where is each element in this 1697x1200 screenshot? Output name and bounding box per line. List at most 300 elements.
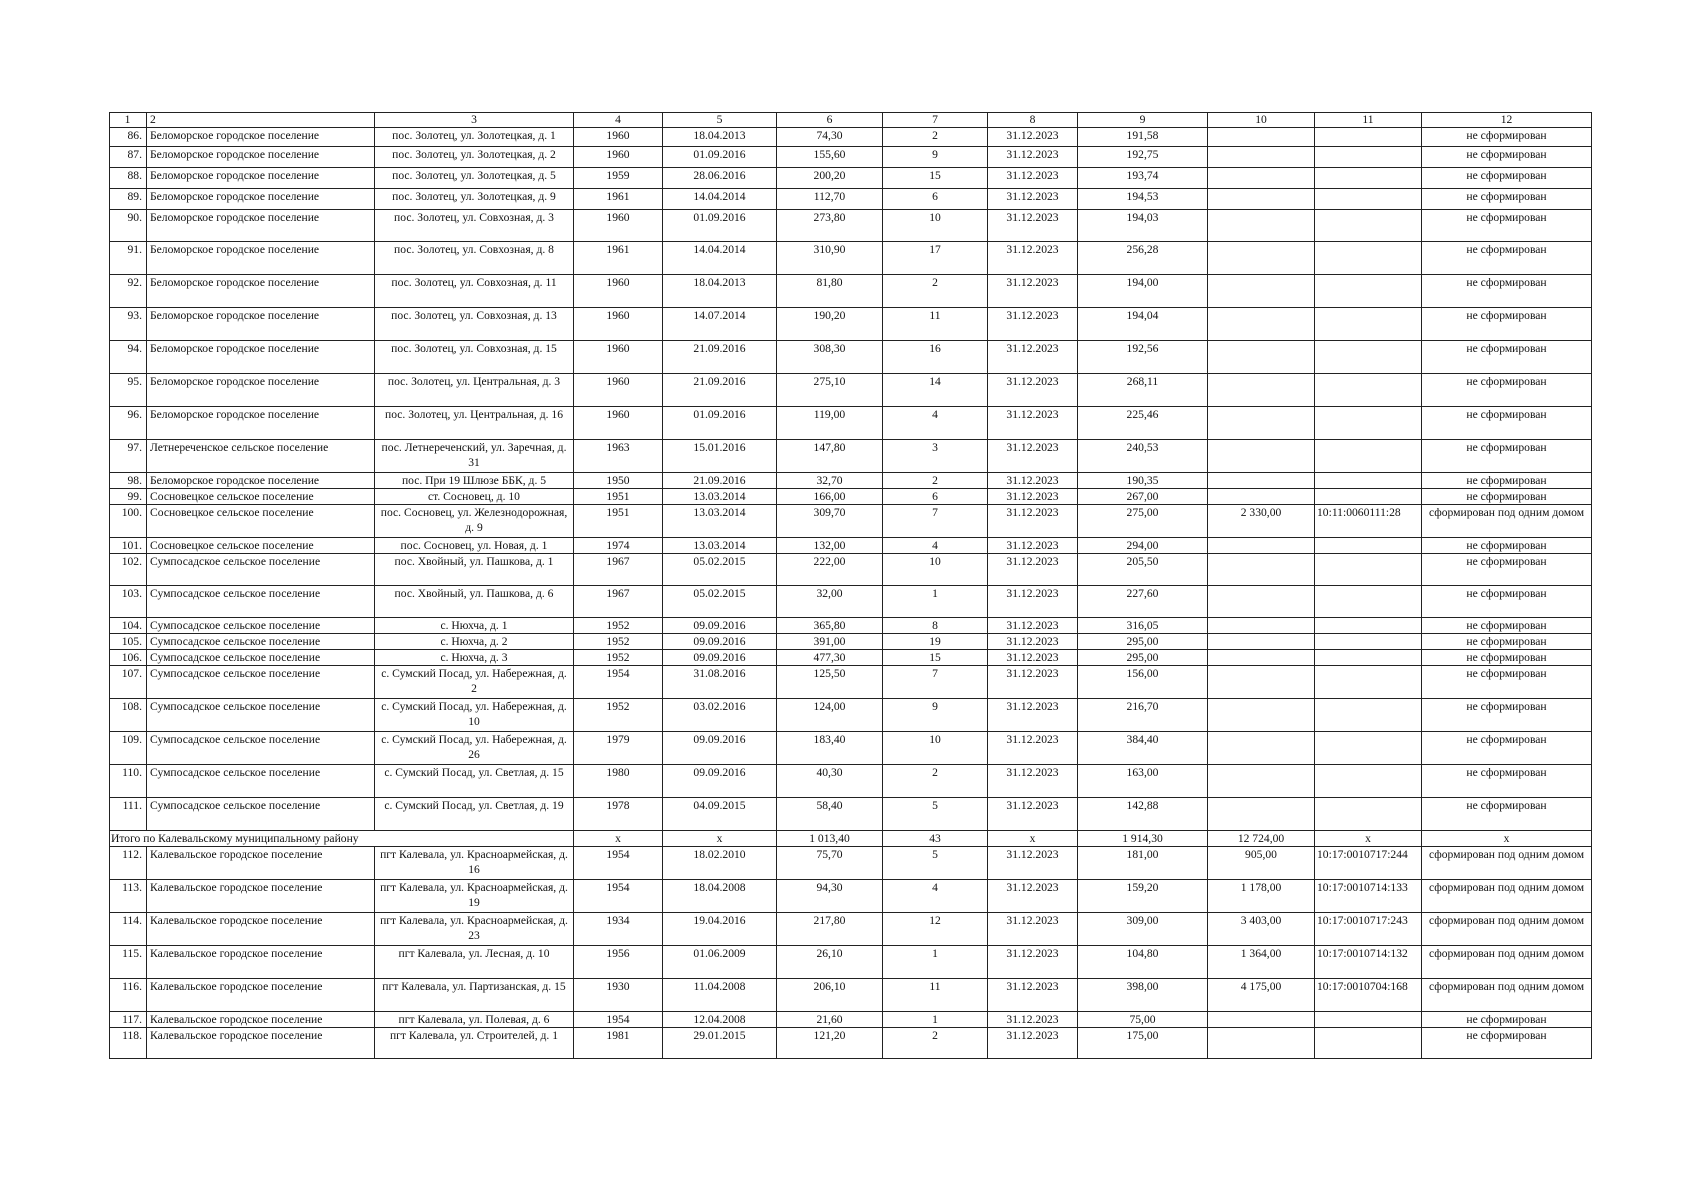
district-total-c9: 1 914,30 bbox=[1078, 831, 1208, 847]
row-number: 106. bbox=[110, 650, 147, 666]
relocation-deadline: 31.12.2023 bbox=[988, 275, 1078, 308]
land-area bbox=[1208, 765, 1315, 798]
settlement-name: Беломорское городское поселение bbox=[147, 308, 375, 341]
col-9-value: 398,00 bbox=[1078, 979, 1208, 1012]
address: пгт Калевала, ул. Красноармейская, д. 23 bbox=[375, 913, 574, 946]
relocation-deadline: 31.12.2023 bbox=[988, 880, 1078, 913]
construction-year: 1954 bbox=[574, 847, 663, 880]
residents-count: 10 bbox=[883, 554, 988, 586]
address: пос. Золотец, ул. Золотецкая, д. 5 bbox=[375, 168, 574, 189]
relocation-deadline: 31.12.2023 bbox=[988, 308, 1078, 341]
total-area: 119,00 bbox=[777, 407, 883, 440]
land-area bbox=[1208, 618, 1315, 634]
cadastral-number bbox=[1315, 407, 1422, 440]
col-9-value: 309,00 bbox=[1078, 913, 1208, 946]
cadastral-number bbox=[1315, 634, 1422, 650]
cadastral-number bbox=[1315, 1012, 1422, 1028]
row-number: 115. bbox=[110, 946, 147, 979]
land-status: не сформирован bbox=[1422, 242, 1592, 275]
cadastral-number bbox=[1315, 128, 1422, 147]
col-9-value: 205,50 bbox=[1078, 554, 1208, 586]
residents-count: 17 bbox=[883, 242, 988, 275]
settlement-name: Беломорское городское поселение bbox=[147, 242, 375, 275]
cadastral-number bbox=[1315, 275, 1422, 308]
address: пгт Калевала, ул. Партизанская, д. 15 bbox=[375, 979, 574, 1012]
table-row bbox=[110, 666, 1592, 699]
settlement-name: Беломорское городское поселение bbox=[147, 275, 375, 308]
total-area: 155,60 bbox=[777, 147, 883, 168]
land-status: не сформирован bbox=[1422, 308, 1592, 341]
construction-year: 1956 bbox=[574, 946, 663, 979]
construction-year: 1960 bbox=[574, 308, 663, 341]
col-9-value: 194,53 bbox=[1078, 189, 1208, 210]
land-status: не сформирован bbox=[1422, 1012, 1592, 1028]
construction-year: 1952 bbox=[574, 650, 663, 666]
inspection-date: 21.09.2016 bbox=[663, 473, 777, 489]
district-total-c11: x bbox=[1315, 831, 1422, 847]
col-9-value: 104,80 bbox=[1078, 946, 1208, 979]
cadastral-number: 10:11:0060111:28 bbox=[1315, 505, 1422, 538]
settlement-name: Сосновецкое сельское поселение bbox=[147, 489, 375, 505]
cadastral-number bbox=[1315, 374, 1422, 407]
inspection-date: 13.03.2014 bbox=[663, 505, 777, 538]
address: пос. Золотец, ул. Совхозная, д. 3 bbox=[375, 210, 574, 242]
construction-year: 1960 bbox=[574, 341, 663, 374]
settlement-name: Сумпосадское сельское поселение bbox=[147, 554, 375, 586]
total-area: 94,30 bbox=[777, 880, 883, 913]
total-area: 125,50 bbox=[777, 666, 883, 699]
row-number: 105. bbox=[110, 634, 147, 650]
col-9-value: 142,88 bbox=[1078, 798, 1208, 831]
relocation-deadline: 31.12.2023 bbox=[988, 798, 1078, 831]
relocation-deadline: 31.12.2023 bbox=[988, 732, 1078, 765]
construction-year: 1974 bbox=[574, 538, 663, 554]
col-header-5: 5 bbox=[663, 113, 777, 128]
table-row bbox=[110, 634, 1592, 650]
inspection-date: 01.09.2016 bbox=[663, 147, 777, 168]
land-area bbox=[1208, 308, 1315, 341]
row-number: 107. bbox=[110, 666, 147, 699]
district-total-c7: 43 bbox=[883, 831, 988, 847]
cadastral-number bbox=[1315, 699, 1422, 732]
col-9-value: 216,70 bbox=[1078, 699, 1208, 732]
relocation-deadline: 31.12.2023 bbox=[988, 168, 1078, 189]
address: пос. При 19 Шлюзе ББК, д. 5 bbox=[375, 473, 574, 489]
relocation-deadline: 31.12.2023 bbox=[988, 1028, 1078, 1059]
relocation-deadline: 31.12.2023 bbox=[988, 489, 1078, 505]
col-9-value: 275,00 bbox=[1078, 505, 1208, 538]
construction-year: 1967 bbox=[574, 554, 663, 586]
residents-count: 8 bbox=[883, 618, 988, 634]
table-row bbox=[110, 946, 1592, 979]
table-row bbox=[110, 979, 1592, 1012]
land-status: не сформирован bbox=[1422, 798, 1592, 831]
inspection-date: 21.09.2016 bbox=[663, 374, 777, 407]
col-9-value: 75,00 bbox=[1078, 1012, 1208, 1028]
settlement-name: Беломорское городское поселение bbox=[147, 374, 375, 407]
construction-year: 1954 bbox=[574, 666, 663, 699]
total-area: 308,30 bbox=[777, 341, 883, 374]
cadastral-number bbox=[1315, 308, 1422, 341]
col-9-value: 316,05 bbox=[1078, 618, 1208, 634]
settlement-name: Беломорское городское поселение bbox=[147, 407, 375, 440]
relocation-deadline: 31.12.2023 bbox=[988, 242, 1078, 275]
col-header-11: 11 bbox=[1315, 113, 1422, 128]
table-row bbox=[110, 374, 1592, 407]
table-row bbox=[110, 847, 1592, 880]
total-area: 275,10 bbox=[777, 374, 883, 407]
address: с. Нюхча, д. 1 bbox=[375, 618, 574, 634]
table-row bbox=[110, 341, 1592, 374]
land-area bbox=[1208, 650, 1315, 666]
cadastral-number: 10:17:0010704:168 bbox=[1315, 979, 1422, 1012]
land-status: не сформирован bbox=[1422, 374, 1592, 407]
land-status: не сформирован bbox=[1422, 168, 1592, 189]
col-9-value: 268,11 bbox=[1078, 374, 1208, 407]
land-area bbox=[1208, 634, 1315, 650]
land-status: не сформирован bbox=[1422, 407, 1592, 440]
col-9-value: 175,00 bbox=[1078, 1028, 1208, 1059]
settlement-name: Сосновецкое сельское поселение bbox=[147, 505, 375, 538]
col-9-value: 159,20 bbox=[1078, 880, 1208, 913]
total-area: 206,10 bbox=[777, 979, 883, 1012]
col-9-value: 225,46 bbox=[1078, 407, 1208, 440]
address: пос. Золотец, ул. Золотецкая, д. 2 bbox=[375, 147, 574, 168]
address: пос. Золотец, ул. Золотецкая, д. 9 bbox=[375, 189, 574, 210]
row-number: 113. bbox=[110, 880, 147, 913]
cadastral-number bbox=[1315, 210, 1422, 242]
total-area: 273,80 bbox=[777, 210, 883, 242]
total-area: 200,20 bbox=[777, 168, 883, 189]
land-status: не сформирован bbox=[1422, 341, 1592, 374]
land-area bbox=[1208, 275, 1315, 308]
residents-count: 1 bbox=[883, 586, 988, 618]
address: с. Сумский Посад, ул. Светлая, д. 15 bbox=[375, 765, 574, 798]
cadastral-number: 10:17:0010714:133 bbox=[1315, 880, 1422, 913]
residents-count: 1 bbox=[883, 1012, 988, 1028]
relocation-deadline: 31.12.2023 bbox=[988, 765, 1078, 798]
relocation-deadline: 31.12.2023 bbox=[988, 1012, 1078, 1028]
inspection-date: 18.02.2010 bbox=[663, 847, 777, 880]
settlement-name: Беломорское городское поселение bbox=[147, 128, 375, 147]
row-number: 117. bbox=[110, 1012, 147, 1028]
residents-count: 11 bbox=[883, 979, 988, 1012]
total-area: 58,40 bbox=[777, 798, 883, 831]
construction-year: 1952 bbox=[574, 699, 663, 732]
address: с. Нюхча, д. 2 bbox=[375, 634, 574, 650]
land-status: не сформирован bbox=[1422, 210, 1592, 242]
col-9-value: 194,04 bbox=[1078, 308, 1208, 341]
inspection-date: 15.01.2016 bbox=[663, 440, 777, 473]
row-number: 96. bbox=[110, 407, 147, 440]
construction-year: 1954 bbox=[574, 1012, 663, 1028]
cadastral-number bbox=[1315, 538, 1422, 554]
settlement-name: Калевальское городское поселение bbox=[147, 880, 375, 913]
residents-count: 9 bbox=[883, 699, 988, 732]
land-status: не сформирован bbox=[1422, 440, 1592, 473]
total-area: 40,30 bbox=[777, 765, 883, 798]
district-total-empty-cell bbox=[375, 831, 574, 847]
cadastral-number bbox=[1315, 341, 1422, 374]
relocation-deadline: 31.12.2023 bbox=[988, 847, 1078, 880]
cadastral-number: 10:17:0010717:243 bbox=[1315, 913, 1422, 946]
residents-count: 10 bbox=[883, 732, 988, 765]
cadastral-number bbox=[1315, 489, 1422, 505]
inspection-date: 19.04.2016 bbox=[663, 913, 777, 946]
total-area: 147,80 bbox=[777, 440, 883, 473]
settlement-name: Калевальское городское поселение bbox=[147, 1028, 375, 1059]
col-header-4: 4 bbox=[574, 113, 663, 128]
table-row bbox=[110, 586, 1592, 618]
table-row bbox=[110, 473, 1592, 489]
col-9-value: 256,28 bbox=[1078, 242, 1208, 275]
total-area: 183,40 bbox=[777, 732, 883, 765]
inspection-date: 18.04.2013 bbox=[663, 128, 777, 147]
residents-count: 7 bbox=[883, 666, 988, 699]
total-area: 217,80 bbox=[777, 913, 883, 946]
address: с. Сумский Посад, ул. Набережная, д. 26 bbox=[375, 732, 574, 765]
land-area bbox=[1208, 554, 1315, 586]
residents-count: 19 bbox=[883, 634, 988, 650]
total-area: 81,80 bbox=[777, 275, 883, 308]
row-number: 100. bbox=[110, 505, 147, 538]
land-area bbox=[1208, 189, 1315, 210]
row-number: 89. bbox=[110, 189, 147, 210]
land-status: не сформирован bbox=[1422, 666, 1592, 699]
inspection-date: 29.01.2015 bbox=[663, 1028, 777, 1059]
row-number: 98. bbox=[110, 473, 147, 489]
relocation-deadline: 31.12.2023 bbox=[988, 666, 1078, 699]
settlement-name: Сумпосадское сельское поселение bbox=[147, 634, 375, 650]
col-header-1: 1 bbox=[110, 113, 147, 128]
row-number: 101. bbox=[110, 538, 147, 554]
total-area: 124,00 bbox=[777, 699, 883, 732]
total-area: 309,70 bbox=[777, 505, 883, 538]
land-area bbox=[1208, 666, 1315, 699]
inspection-date: 03.02.2016 bbox=[663, 699, 777, 732]
construction-year: 1961 bbox=[574, 242, 663, 275]
col-9-value: 191,58 bbox=[1078, 128, 1208, 147]
row-number: 112. bbox=[110, 847, 147, 880]
row-number: 102. bbox=[110, 554, 147, 586]
relocation-deadline: 31.12.2023 bbox=[988, 407, 1078, 440]
inspection-date: 09.09.2016 bbox=[663, 765, 777, 798]
relocation-deadline: 31.12.2023 bbox=[988, 979, 1078, 1012]
land-area bbox=[1208, 440, 1315, 473]
relocation-deadline: 31.12.2023 bbox=[988, 210, 1078, 242]
residents-count: 1 bbox=[883, 946, 988, 979]
settlement-name: Летнереченское сельское поселение bbox=[147, 440, 375, 473]
col-header-9: 9 bbox=[1078, 113, 1208, 128]
settlement-name: Беломорское городское поселение bbox=[147, 341, 375, 374]
construction-year: 1960 bbox=[574, 407, 663, 440]
address: пос. Золотец, ул. Центральная, д. 3 bbox=[375, 374, 574, 407]
settlement-name: Сумпосадское сельское поселение bbox=[147, 798, 375, 831]
cadastral-number bbox=[1315, 189, 1422, 210]
residents-count: 9 bbox=[883, 147, 988, 168]
land-status: не сформирован bbox=[1422, 732, 1592, 765]
row-number: 110. bbox=[110, 765, 147, 798]
col-9-value: 190,35 bbox=[1078, 473, 1208, 489]
row-number: 103. bbox=[110, 586, 147, 618]
land-area bbox=[1208, 242, 1315, 275]
district-total-c8: x bbox=[988, 831, 1078, 847]
land-status: сформирован под одним домом bbox=[1422, 505, 1592, 538]
district-total-c6: 1 013,40 bbox=[777, 831, 883, 847]
district-total-c4: x bbox=[574, 831, 663, 847]
total-area: 132,00 bbox=[777, 538, 883, 554]
cadastral-number bbox=[1315, 168, 1422, 189]
table-row bbox=[110, 308, 1592, 341]
cadastral-number bbox=[1315, 650, 1422, 666]
row-number: 118. bbox=[110, 1028, 147, 1059]
residents-count: 12 bbox=[883, 913, 988, 946]
construction-year: 1979 bbox=[574, 732, 663, 765]
table-row bbox=[110, 189, 1592, 210]
row-number: 116. bbox=[110, 979, 147, 1012]
cadastral-number bbox=[1315, 440, 1422, 473]
relocation-deadline: 31.12.2023 bbox=[988, 505, 1078, 538]
district-total-label: Итого по Калевальскому муниципальному району bbox=[110, 831, 375, 847]
construction-year: 1960 bbox=[574, 147, 663, 168]
col-header-8: 8 bbox=[988, 113, 1078, 128]
land-area bbox=[1208, 473, 1315, 489]
settlement-name: Калевальское городское поселение bbox=[147, 913, 375, 946]
land-area: 1 364,00 bbox=[1208, 946, 1315, 979]
construction-year: 1981 bbox=[574, 1028, 663, 1059]
inspection-date: 14.04.2014 bbox=[663, 242, 777, 275]
residents-count: 2 bbox=[883, 765, 988, 798]
relocation-deadline: 31.12.2023 bbox=[988, 586, 1078, 618]
inspection-date: 21.09.2016 bbox=[663, 341, 777, 374]
row-number: 97. bbox=[110, 440, 147, 473]
construction-year: 1960 bbox=[574, 275, 663, 308]
relocation-deadline: 31.12.2023 bbox=[988, 554, 1078, 586]
cadastral-number: 10:17:0010717:244 bbox=[1315, 847, 1422, 880]
inspection-date: 01.09.2016 bbox=[663, 407, 777, 440]
residents-count: 14 bbox=[883, 374, 988, 407]
col-9-value: 192,75 bbox=[1078, 147, 1208, 168]
col-9-value: 193,74 bbox=[1078, 168, 1208, 189]
settlement-name: Сумпосадское сельское поселение bbox=[147, 618, 375, 634]
residents-count: 6 bbox=[883, 489, 988, 505]
col-header-2: 2 bbox=[147, 113, 375, 128]
land-status: не сформирован bbox=[1422, 699, 1592, 732]
land-status: не сформирован bbox=[1422, 147, 1592, 168]
table-row bbox=[110, 618, 1592, 634]
address: пос. Сосновец, ул. Железнодорожная, д. 9 bbox=[375, 505, 574, 538]
address: пос. Хвойный, ул. Пашкова, д. 6 bbox=[375, 586, 574, 618]
col-header-3: 3 bbox=[375, 113, 574, 128]
construction-year: 1978 bbox=[574, 798, 663, 831]
col-9-value: 384,40 bbox=[1078, 732, 1208, 765]
construction-year: 1952 bbox=[574, 618, 663, 634]
settlement-name: Сосновецкое сельское поселение bbox=[147, 538, 375, 554]
total-area: 477,30 bbox=[777, 650, 883, 666]
relocation-deadline: 31.12.2023 bbox=[988, 946, 1078, 979]
cadastral-number bbox=[1315, 798, 1422, 831]
inspection-date: 05.02.2015 bbox=[663, 554, 777, 586]
land-area bbox=[1208, 147, 1315, 168]
land-area bbox=[1208, 341, 1315, 374]
land-area bbox=[1208, 732, 1315, 765]
residents-count: 15 bbox=[883, 168, 988, 189]
table-row bbox=[110, 407, 1592, 440]
residents-count: 2 bbox=[883, 1028, 988, 1059]
address: пгт Калевала, ул. Красноармейская, д. 19 bbox=[375, 880, 574, 913]
inspection-date: 09.09.2016 bbox=[663, 650, 777, 666]
table-row bbox=[110, 168, 1592, 189]
land-status: не сформирован bbox=[1422, 538, 1592, 554]
table-body bbox=[110, 113, 1592, 1059]
land-area bbox=[1208, 798, 1315, 831]
address: с. Нюхча, д. 3 bbox=[375, 650, 574, 666]
land-status: не сформирован bbox=[1422, 473, 1592, 489]
construction-year: 1951 bbox=[574, 489, 663, 505]
relocation-deadline: 31.12.2023 bbox=[988, 374, 1078, 407]
address: пос. Хвойный, ул. Пашкова, д. 1 bbox=[375, 554, 574, 586]
residents-count: 4 bbox=[883, 407, 988, 440]
col-9-value: 295,00 bbox=[1078, 634, 1208, 650]
address: с. Сумский Посад, ул. Набережная, д. 10 bbox=[375, 699, 574, 732]
table-row bbox=[110, 538, 1592, 554]
col-9-value: 267,00 bbox=[1078, 489, 1208, 505]
land-status: не сформирован bbox=[1422, 634, 1592, 650]
cadastral-number bbox=[1315, 618, 1422, 634]
residents-count: 11 bbox=[883, 308, 988, 341]
land-status: не сформирован bbox=[1422, 489, 1592, 505]
row-number: 88. bbox=[110, 168, 147, 189]
residents-count: 4 bbox=[883, 880, 988, 913]
cadastral-number bbox=[1315, 473, 1422, 489]
construction-year: 1960 bbox=[574, 374, 663, 407]
relocation-deadline: 31.12.2023 bbox=[988, 189, 1078, 210]
cadastral-number bbox=[1315, 765, 1422, 798]
total-area: 391,00 bbox=[777, 634, 883, 650]
land-area bbox=[1208, 407, 1315, 440]
settlement-name: Беломорское городское поселение bbox=[147, 189, 375, 210]
land-area bbox=[1208, 374, 1315, 407]
construction-year: 1934 bbox=[574, 913, 663, 946]
address: пос. Летнереченский, ул. Заречная, д. 31 bbox=[375, 440, 574, 473]
col-9-value: 156,00 bbox=[1078, 666, 1208, 699]
table-row bbox=[110, 554, 1592, 586]
settlement-name: Беломорское городское поселение bbox=[147, 473, 375, 489]
district-total-row bbox=[110, 831, 1592, 847]
settlement-name: Сумпосадское сельское поселение bbox=[147, 765, 375, 798]
settlement-name: Калевальское городское поселение bbox=[147, 1012, 375, 1028]
col-9-value: 227,60 bbox=[1078, 586, 1208, 618]
residents-count: 6 bbox=[883, 189, 988, 210]
residents-count: 10 bbox=[883, 210, 988, 242]
relocation-deadline: 31.12.2023 bbox=[988, 650, 1078, 666]
land-status: не сформирован bbox=[1422, 765, 1592, 798]
address: пос. Золотец, ул. Центральная, д. 16 bbox=[375, 407, 574, 440]
total-area: 222,00 bbox=[777, 554, 883, 586]
table-row bbox=[110, 242, 1592, 275]
relocation-deadline: 31.12.2023 bbox=[988, 473, 1078, 489]
col-header-12: 12 bbox=[1422, 113, 1592, 128]
inspection-date: 28.06.2016 bbox=[663, 168, 777, 189]
district-total-c10: 12 724,00 bbox=[1208, 831, 1315, 847]
cadastral-number bbox=[1315, 554, 1422, 586]
total-area: 32,70 bbox=[777, 473, 883, 489]
settlement-name: Сумпосадское сельское поселение bbox=[147, 699, 375, 732]
land-area bbox=[1208, 1028, 1315, 1059]
relocation-deadline: 31.12.2023 bbox=[988, 618, 1078, 634]
total-area: 166,00 bbox=[777, 489, 883, 505]
column-number-row bbox=[110, 113, 1592, 128]
